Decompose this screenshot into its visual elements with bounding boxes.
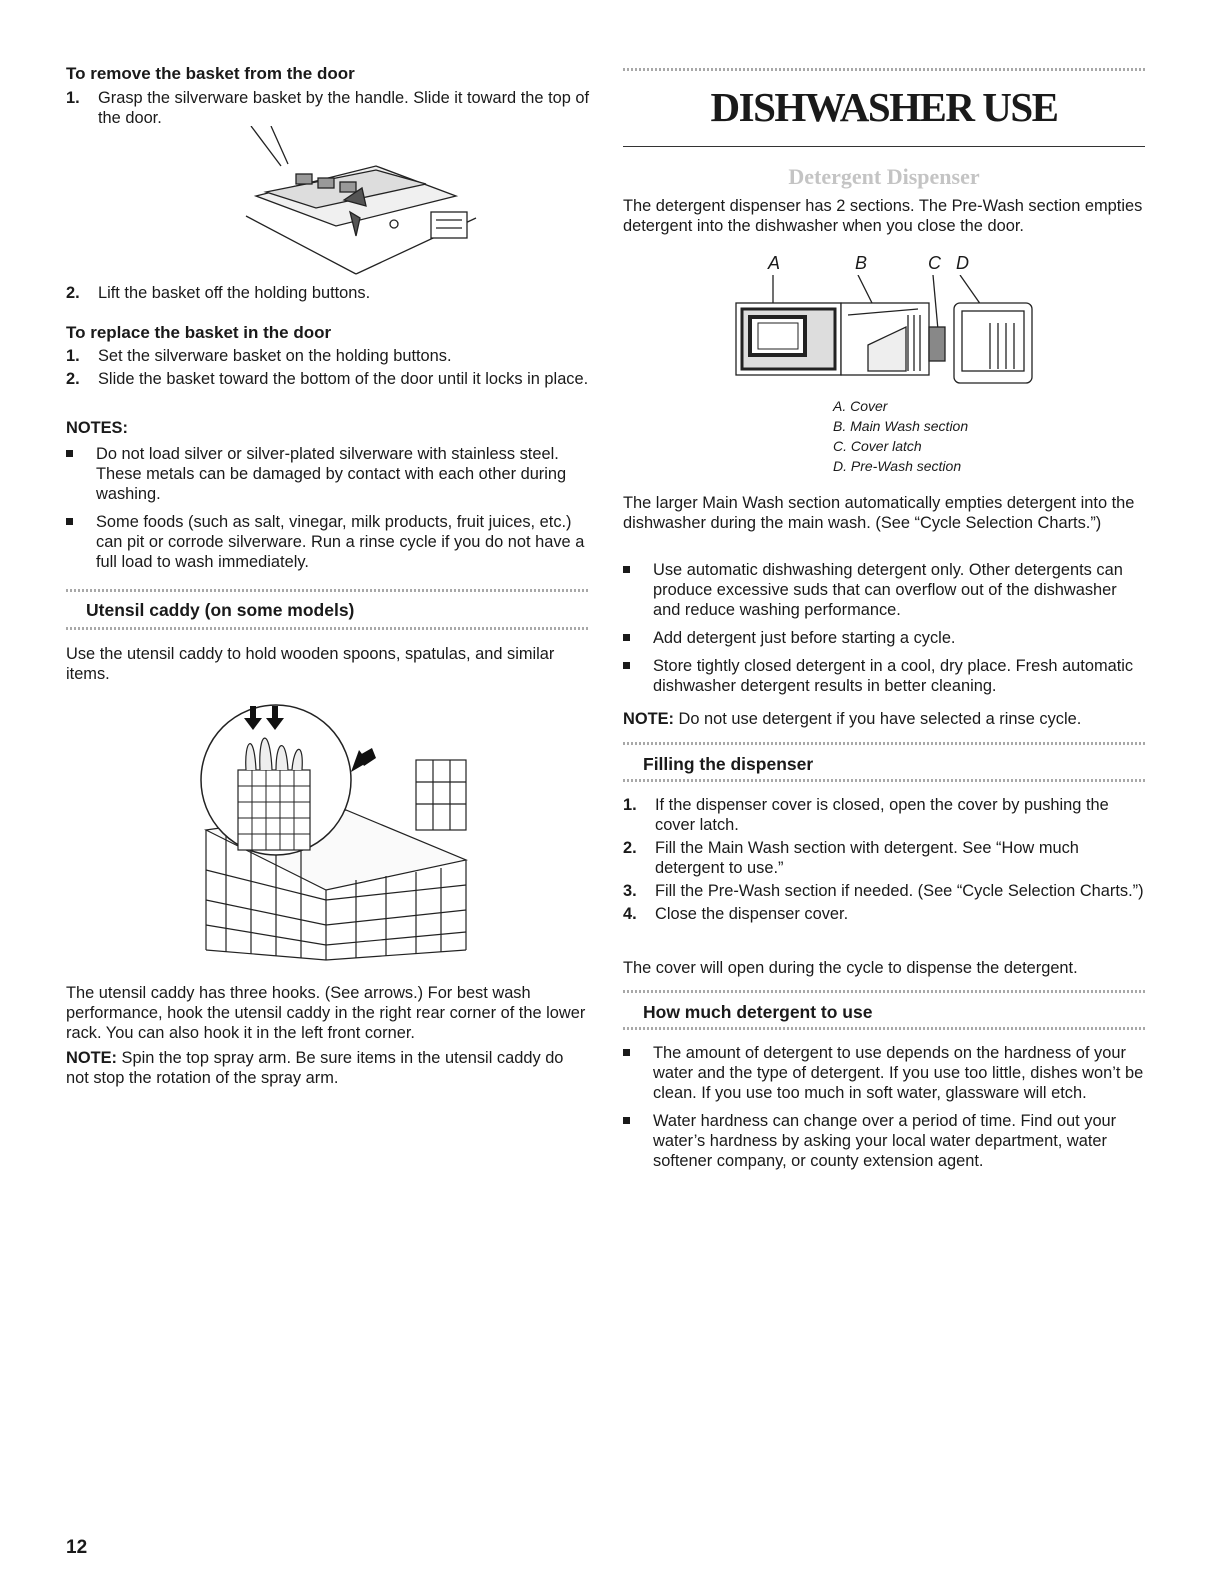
how-much-detergent-heading: How much detergent to use [643,1002,873,1022]
title-rule [623,146,1145,147]
remove-steps-1 [66,88,590,131]
divider [623,990,1145,993]
remove-basket-heading: To remove the basket from the door [66,64,355,83]
filling-steps [623,795,1145,927]
list-item: 1. Grasp the silverware basket by the handle. Slide it toward the top of the door. [66,89,590,127]
list-item: Use automatic dishwashing detergent only. Other detergents can produce excessive suds that can overflow out of the dishwasher and reduce washing performance. [623,560,1145,620]
how-much-bullets [623,1043,1145,1179]
label-b: B [855,253,868,273]
filling-after: The cover will open during the cycle to dispense the detergent. [623,959,1078,977]
basket-removal-illustration [226,126,496,276]
figure-labels [768,253,988,275]
detergent-bullets [623,560,1145,704]
label-a: A [768,253,781,273]
list-item: The amount of detergent to use depends on the hardness of your water and the type of detergent. If you use too little, dishes won’t be clean. If you use too much in soft water, glassware will etch. [623,1043,1145,1103]
page-number: 12 [66,1537,88,1558]
divider [623,742,1145,745]
utensil-caddy-illustration [196,700,486,970]
notes-label: NOTES: [66,419,128,437]
rinse-note: NOTE: Do not use detergent if you have selected a rinse cycle. [623,710,1082,728]
divider [66,627,590,630]
caddy-intro: Use the utensil caddy to hold wooden spoons, spatulas, and similar items. [66,645,555,683]
section-title: Detergent Dispenser [788,164,980,189]
detergent-dispenser-illustration [728,275,1038,390]
list-item: Store tightly closed detergent in a cool, dry place. Fresh automatic dishwasher detergent results in better cleaning. [623,656,1145,696]
filling-dispenser-heading: Filling the dispenser [643,754,814,774]
notes-list [66,444,590,580]
main-wash-paragraph: The larger Main Wash section automatically empties detergent into the dishwasher during the main wash. (See “Cycle Selection Charts.”) [623,494,1135,532]
replace-steps [66,346,590,392]
list-item: Do not load silver or silver-plated silverware with stainless steel. These metals can be damaged by contact with each other during washing. [66,444,590,504]
caption-b: B. Main Wash section [833,418,969,434]
replace-basket-heading: To replace the basket in the door [66,323,332,342]
list-item: Some foods (such as salt, vinegar, milk products, fruit juices, etc.) can pit or corrode silverware. Run a rinse cycle if you do not have a full load to wash immediately. [66,512,590,572]
page-title: DISHWASHER USE [710,84,1058,130]
label-d: D [956,253,969,273]
list-item: 2. Slide the basket toward the bottom of the door until it locks in place. [66,370,589,388]
divider [623,1027,1145,1030]
list-item: 4. Close the dispenser cover. [623,905,849,923]
list-item: 3. Fill the Pre-Wash section if needed. (See “Cycle Selection Charts.”) [623,882,1144,900]
list-item: 2. Fill the Main Wash section with detergent. See “How much detergent to use.” [623,839,1079,877]
list-item: Water hardness can change over a period of time. Find out your water’s hardness by asking your local water department, water softener company, or county extension agent. [623,1111,1145,1171]
caddy-paragraph: The utensil caddy has three hooks. (See arrows.) For best wash performance, hook the utensil caddy in the right rear corner of the lower rack. You can also hook it in the left front corner. [66,984,586,1042]
caddy-note: NOTE: Spin the top spray arm. Be sure items in the utensil caddy do not stop the rotation of the spray arm. [66,1049,564,1087]
list-item: 2. Lift the basket off the holding buttons. [66,284,371,302]
list-item: Add detergent just before starting a cycle. [623,628,1145,648]
remove-steps-2 [66,283,590,306]
list-item: 1. Set the silverware basket on the holding buttons. [66,347,452,365]
divider [623,779,1145,782]
caption-a: A. Cover [833,398,888,414]
divider [623,68,1145,71]
label-c: C [928,253,941,273]
utensil-caddy-heading: Utensil caddy (on some models) [86,600,355,620]
figure-captions [833,396,968,476]
list-item: 1. If the dispenser cover is closed, open the cover by pushing the cover latch. [623,796,1109,834]
divider [66,589,590,592]
dispenser-intro: The detergent dispenser has 2 sections. The Pre-Wash section empties detergent into the dishwasher when you close the door. [623,197,1143,235]
caption-d: D. Pre-Wash section [833,458,962,474]
caption-c: C. Cover latch [833,438,922,454]
